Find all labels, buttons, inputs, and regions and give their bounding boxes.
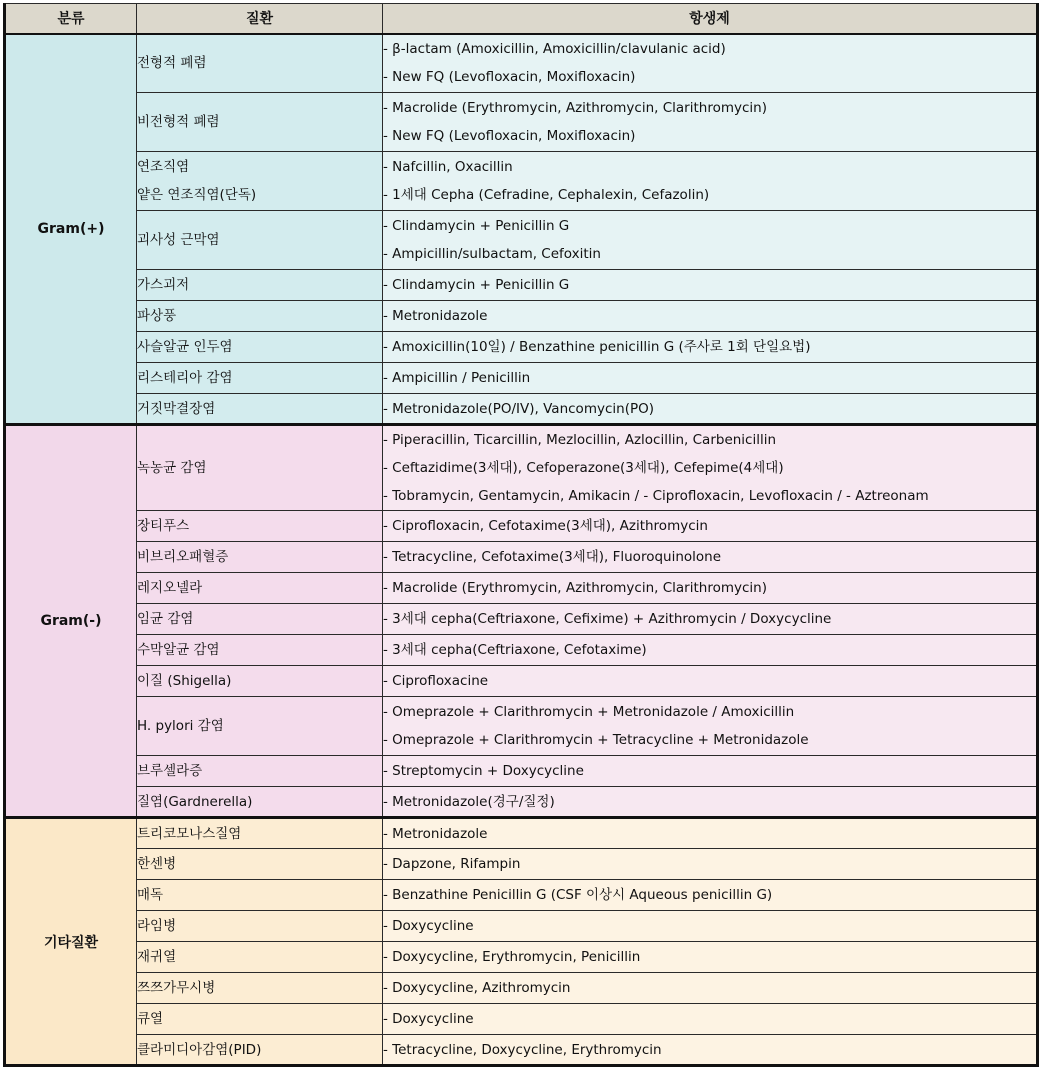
header-row bbox=[5, 4, 1038, 34]
antibiotic-line: - Metronidazole(경구/질정) bbox=[383, 793, 555, 810]
antibiotic-cell bbox=[383, 425, 1038, 511]
antibiotic-cell bbox=[383, 394, 1038, 425]
table-row bbox=[5, 942, 1038, 973]
table-row bbox=[5, 573, 1038, 604]
antibiotic-cell bbox=[383, 973, 1038, 1004]
table-row bbox=[5, 301, 1038, 332]
antibiotic-line: - Macrolide (Erythromycin, Azithromycin, Clarithromycin) bbox=[383, 580, 767, 596]
disease-name: 장티푸스 bbox=[137, 518, 190, 534]
category-cell-other-diseases: 기타질환 bbox=[5, 818, 137, 1066]
disease-cell bbox=[137, 880, 383, 911]
antibiotic-cell bbox=[383, 942, 1038, 973]
antibiotic-line: - Benzathine Penicillin G (CSF 이상시 Aqueous penicillin G) bbox=[383, 887, 773, 903]
table-row bbox=[5, 1035, 1038, 1066]
antibiotic-cell bbox=[383, 573, 1038, 604]
antibiotic-line: - β-lactam (Amoxicillin, Amoxicillin/clavulanic acid) bbox=[383, 41, 726, 58]
disease-name: 얕은 연조직염(단독) bbox=[137, 187, 257, 203]
disease-name: 레지오넬라 bbox=[137, 580, 203, 596]
disease-cell bbox=[137, 973, 383, 1004]
disease-name: 가스괴저 bbox=[137, 277, 190, 293]
antibiotic-cell bbox=[383, 93, 1038, 152]
disease-name: 전형적 폐렴 bbox=[137, 55, 207, 72]
antibiotic-cell bbox=[383, 270, 1038, 301]
disease-name: 라임병 bbox=[137, 918, 177, 934]
disease-name: 클라미디아감염(PID) bbox=[137, 1041, 262, 1058]
antibiotic-cell bbox=[383, 332, 1038, 363]
antibiotic-cell bbox=[383, 818, 1038, 849]
antibiotic-cell bbox=[383, 849, 1038, 880]
disease-name: 사슬알균 인두염 bbox=[137, 339, 233, 355]
antibiotic-line: - Doxycycline bbox=[383, 918, 474, 934]
antibiotic-cell bbox=[383, 1004, 1038, 1035]
disease-cell bbox=[137, 942, 383, 973]
disease-cell bbox=[137, 635, 383, 666]
table-row bbox=[5, 93, 1038, 152]
antibiotic-line: - 3세대 cepha(Ceftriaxone, Cefotaxime) bbox=[383, 642, 647, 658]
antibiotic-cell bbox=[383, 152, 1038, 211]
disease-name: 연조직염 bbox=[137, 159, 190, 175]
disease-name: H. pylori 감염 bbox=[137, 718, 224, 734]
disease-cell bbox=[137, 425, 383, 511]
antibiotic-table bbox=[3, 3, 1039, 1067]
disease-name: 매독 bbox=[137, 887, 164, 903]
disease-name: 큐열 bbox=[137, 1011, 164, 1027]
table-row bbox=[5, 697, 1038, 756]
table-row bbox=[5, 152, 1038, 211]
disease-name: 브루셀라증 bbox=[137, 763, 203, 779]
disease-name: 쯔쯔가무시병 bbox=[137, 980, 216, 996]
disease-cell bbox=[137, 363, 383, 394]
antibiotic-line: - Doxycycline bbox=[383, 1011, 474, 1027]
antibiotic-cell bbox=[383, 211, 1038, 270]
antibiotic-cell bbox=[383, 911, 1038, 942]
antibiotic-line: - Nafcillin, Oxacillin bbox=[383, 159, 513, 175]
disease-name: 임균 감염 bbox=[137, 611, 194, 627]
disease-cell bbox=[137, 394, 383, 425]
disease-cell bbox=[137, 1035, 383, 1066]
antibiotic-line: - Dapzone, Rifampin bbox=[383, 856, 521, 872]
header-disease: 질환 bbox=[137, 4, 383, 34]
disease-name: 녹농균 감염 bbox=[137, 460, 207, 476]
antibiotic-line: - Ciprofloxacine bbox=[383, 673, 489, 689]
antibiotic-line: - Metronidazole(PO/IV), Vancomycin(PO) bbox=[383, 400, 654, 417]
table-row bbox=[5, 880, 1038, 911]
antibiotic-cell bbox=[383, 542, 1038, 573]
disease-name: 파상풍 bbox=[137, 308, 177, 324]
disease-cell bbox=[137, 270, 383, 301]
table-row bbox=[5, 849, 1038, 880]
disease-name: 비전형적 폐렴 bbox=[137, 114, 220, 130]
disease-name: 수막알균 감염 bbox=[137, 642, 220, 658]
antibiotic-line: - New FQ (Levofloxacin, Moxifloxacin) bbox=[383, 69, 636, 86]
antibiotic-line: - Tetracycline, Cefotaxime(3세대), Fluoroquinolone bbox=[383, 549, 722, 565]
table-row bbox=[5, 756, 1038, 787]
disease-cell bbox=[137, 1004, 383, 1035]
disease-cell bbox=[137, 93, 383, 152]
disease-cell bbox=[137, 818, 383, 849]
antibiotic-line: - Metronidazole bbox=[383, 825, 488, 842]
antibiotic-line: - Doxycycline, Erythromycin, Penicillin bbox=[383, 949, 641, 965]
disease-cell bbox=[137, 332, 383, 363]
antibiotic-line: - Ampicillin/sulbactam, Cefoxitin bbox=[383, 246, 601, 262]
disease-name: 재귀열 bbox=[137, 949, 177, 965]
table-row bbox=[5, 911, 1038, 942]
table-row bbox=[5, 425, 1038, 511]
disease-cell bbox=[137, 211, 383, 270]
disease-name: 비브리오패혈증 bbox=[137, 549, 229, 565]
disease-cell bbox=[137, 697, 383, 756]
table-row bbox=[5, 394, 1038, 425]
disease-cell bbox=[137, 511, 383, 542]
disease-cell bbox=[137, 34, 383, 93]
table-row bbox=[5, 818, 1038, 849]
table-row bbox=[5, 363, 1038, 394]
disease-name: 질염(Gardnerella) bbox=[137, 793, 253, 810]
antibiotic-line: - Ceftazidime(3세대), Cefoperazone(3세대), Cefepime(4세대) bbox=[383, 460, 784, 476]
antibiotic-cell bbox=[383, 697, 1038, 756]
antibiotic-line: - 1세대 Cepha (Cefradine, Cephalexin, Cefazolin) bbox=[383, 187, 710, 203]
antibiotic-line: - Doxycycline, Azithromycin bbox=[383, 980, 571, 996]
antibiotic-line: - Tetracycline, Doxycycline, Erythromycin bbox=[383, 1041, 662, 1058]
antibiotic-cell bbox=[383, 787, 1038, 818]
antibiotic-line: - Macrolide (Erythromycin, Azithromycin, Clarithromycin) bbox=[383, 100, 767, 116]
disease-cell bbox=[137, 301, 383, 332]
table-row bbox=[5, 542, 1038, 573]
disease-name: 한센병 bbox=[137, 856, 177, 872]
disease-name: 거짓막결장염 bbox=[137, 400, 216, 417]
table-row bbox=[5, 604, 1038, 635]
disease-name: 트리코모나스질염 bbox=[137, 825, 242, 842]
category-cell-gram-negative: Gram(-) bbox=[5, 425, 137, 818]
disease-cell bbox=[137, 849, 383, 880]
antibiotic-line: - Omeprazole + Clarithromycin + Metronidazole / Amoxicillin bbox=[383, 704, 795, 720]
table-row bbox=[5, 34, 1038, 93]
table-row bbox=[5, 270, 1038, 301]
antibiotic-line: - Tobramycin, Gentamycin, Amikacin / - Ciprofloxacin, Levofloxacin / - Aztreonam bbox=[383, 488, 929, 504]
disease-name: 괴사성 근막염 bbox=[137, 232, 220, 248]
antibiotic-line: - Metronidazole bbox=[383, 308, 488, 324]
disease-cell bbox=[137, 756, 383, 787]
antibiotic-cell bbox=[383, 301, 1038, 332]
antibiotic-cell bbox=[383, 756, 1038, 787]
disease-name: 이질 (Shigella) bbox=[137, 673, 232, 689]
disease-cell bbox=[137, 604, 383, 635]
disease-cell bbox=[137, 542, 383, 573]
antibiotic-line: - 3세대 cepha(Ceftriaxone, Cefixime) + Azithromycin / Doxycycline bbox=[383, 611, 832, 627]
antibiotic-line: - Clindamycin + Penicillin G bbox=[383, 277, 570, 293]
antibiotic-line: - Clindamycin + Penicillin G bbox=[383, 218, 570, 234]
table-row bbox=[5, 332, 1038, 363]
header-antibiotic: 항생제 bbox=[383, 4, 1038, 34]
disease-cell bbox=[137, 787, 383, 818]
antibiotic-cell bbox=[383, 363, 1038, 394]
antibiotic-line: - Omeprazole + Clarithromycin + Tetracycline + Metronidazole bbox=[383, 732, 809, 748]
disease-cell bbox=[137, 911, 383, 942]
antibiotic-line: - Amoxicillin(10일) / Benzathine penicillin G (주사로 1회 단일요법) bbox=[383, 339, 811, 355]
antibiotic-cell bbox=[383, 635, 1038, 666]
antibiotic-cell bbox=[383, 666, 1038, 697]
antibiotic-cell bbox=[383, 880, 1038, 911]
table-row bbox=[5, 666, 1038, 697]
table-row bbox=[5, 511, 1038, 542]
disease-cell bbox=[137, 152, 383, 211]
disease-name: 리스테리아 감염 bbox=[137, 370, 233, 386]
antibiotic-line: - New FQ (Levofloxacin, Moxifloxacin) bbox=[383, 128, 636, 144]
antibiotic-cell bbox=[383, 604, 1038, 635]
antibiotic-cell bbox=[383, 1035, 1038, 1066]
category-cell-gram-positive: Gram(+) bbox=[5, 34, 137, 425]
antibiotic-cell bbox=[383, 511, 1038, 542]
disease-cell bbox=[137, 666, 383, 697]
table-row bbox=[5, 211, 1038, 270]
table-row bbox=[5, 635, 1038, 666]
header-category: 분류 bbox=[5, 4, 137, 34]
antibiotic-line: - Streptomycin + Doxycycline bbox=[383, 763, 584, 779]
antibiotic-cell bbox=[383, 34, 1038, 93]
table-row bbox=[5, 973, 1038, 1004]
antibiotic-line: - Piperacillin, Ticarcillin, Mezlocillin, Azlocillin, Carbenicillin bbox=[383, 432, 777, 448]
disease-cell bbox=[137, 573, 383, 604]
antibiotic-line: - Ampicillin / Penicillin bbox=[383, 370, 531, 386]
table-body bbox=[5, 34, 1038, 1066]
table-row bbox=[5, 787, 1038, 818]
antibiotic-line: - Ciprofloxacin, Cefotaxime(3세대), Azithromycin bbox=[383, 518, 708, 534]
table-row bbox=[5, 1004, 1038, 1035]
